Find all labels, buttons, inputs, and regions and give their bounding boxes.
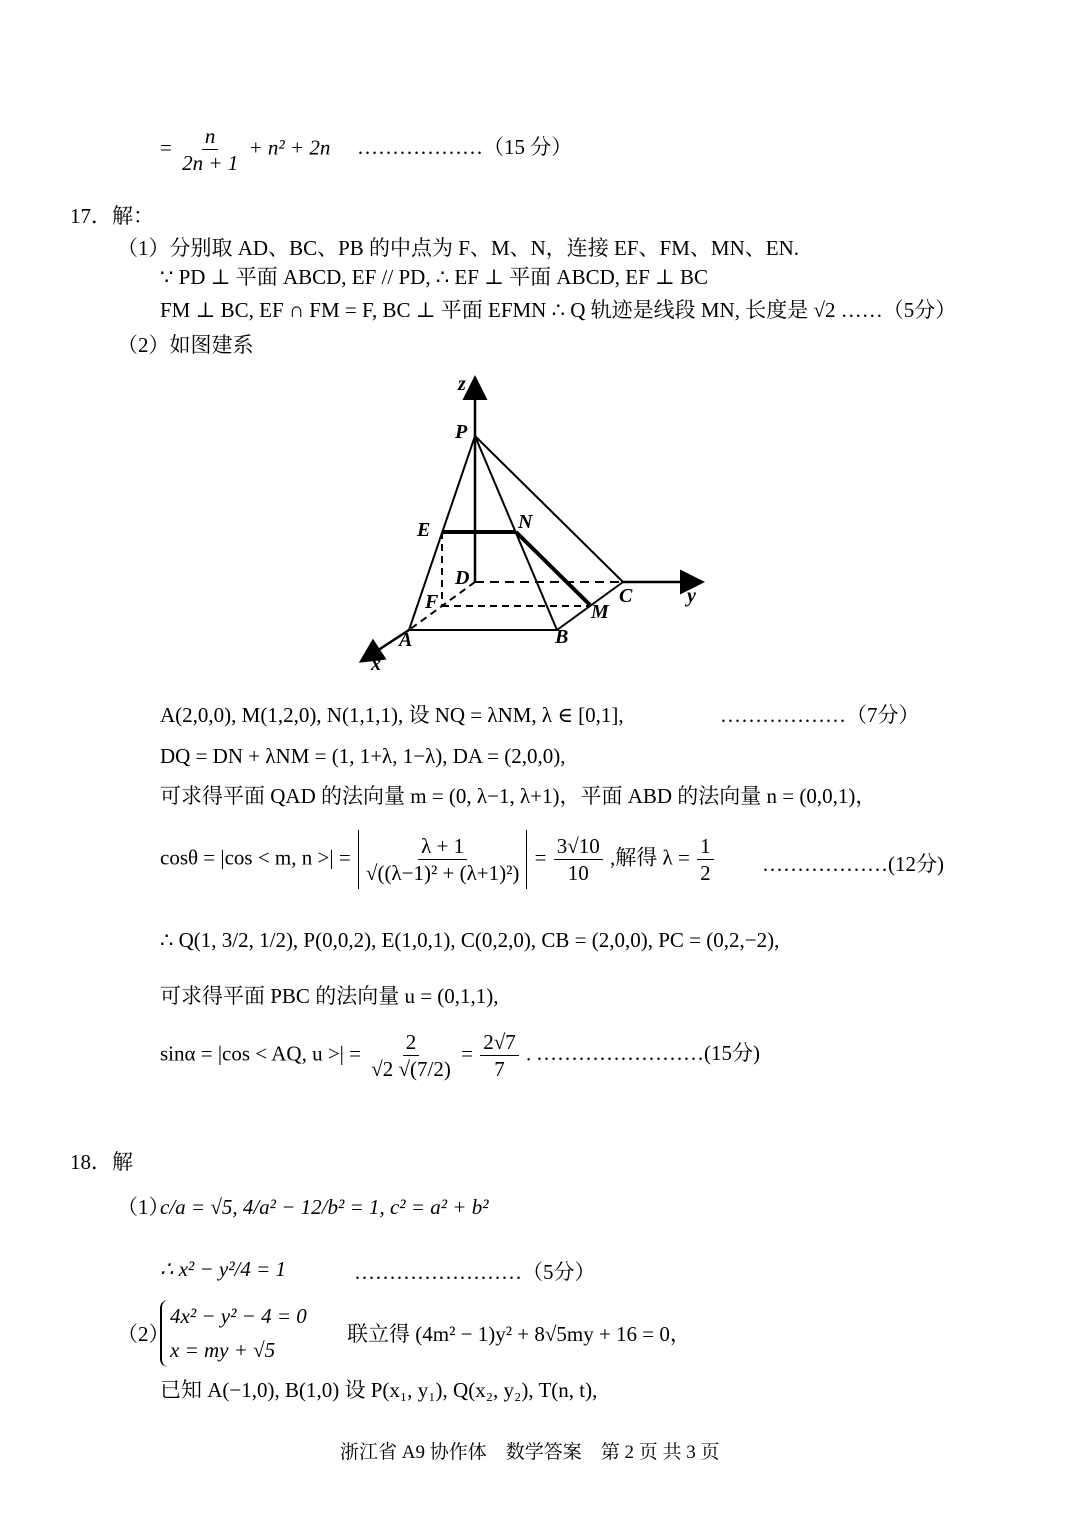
equals-sign: = [534, 845, 547, 870]
q18-combine: 联立得 (4m² − 1)y² + 8√5my + 16 = 0， [347, 1322, 691, 1346]
equals-sign: = [461, 1041, 473, 1066]
q17-part1-line1: （1）分别取 AD、BC、PB 的中点为 F、M、N，连接 EF、FM、MN、EN. [117, 236, 799, 260]
label-N: N [518, 511, 533, 533]
q17-sin-equation [160, 1030, 531, 1081]
label-y: y [687, 585, 696, 607]
fraction-denominator: 2n + 1 [182, 151, 239, 176]
period: . [525, 1041, 532, 1066]
sin-denominator: √2 √(7/2) [371, 1057, 451, 1082]
sin-result-denominator: 7 [494, 1057, 505, 1082]
q17-line4-score: ………………(12分) [762, 852, 944, 876]
label-B: B [555, 626, 569, 648]
fraction-numerator: n [202, 124, 219, 150]
q18-system [160, 1300, 307, 1367]
q18-known: 已知 A(−1,0), B(1,0) 设 P(x₁, y₁), Q(x₂, y₂), T(n, t), [160, 1378, 598, 1402]
pyramid-figure [355, 370, 715, 680]
sin-result [480, 1030, 519, 1081]
label-M: M [591, 601, 609, 623]
solve-text: ,解得 λ = [610, 845, 690, 870]
q18-heading: 18．解 [70, 1150, 133, 1174]
sin-fraction [368, 1030, 454, 1081]
sin-result-numerator: 2√7 [480, 1030, 519, 1056]
cos-result [554, 834, 603, 885]
q17-line2: DQ = DN + λNM = (1, 1+λ, 1−λ), DA = (2,0,0), [160, 744, 566, 768]
cos-result-numerator: 3√10 [554, 834, 603, 860]
cos-fraction [358, 830, 527, 889]
q17-line6: 可求得平面 PBC 的法向量 u = (0,1,1), [160, 984, 499, 1008]
q17-part1-line3: FM ⊥ BC, EF ∩ FM = F, BC ⊥ 平面 EFMN ∴ Q 轨迹是线段 MN, 长度是 √2 ……（5分） [160, 298, 957, 322]
sin-numerator: 2 [403, 1030, 420, 1056]
q18-part2-label: （2） [117, 1322, 170, 1346]
q17-line1: A(2,0,0), M(1,2,0), N(1,1,1), 设 NQ = λNM, λ ∈ [0,1], [160, 703, 624, 727]
lambda-numerator: 1 [697, 834, 714, 860]
label-z: z [458, 373, 466, 395]
sin-left: sinα = |cos < AQ, u >| = [160, 1041, 361, 1066]
system-eq2: x = my + √5 [170, 1337, 276, 1362]
cos-denominator: √((λ−1)² + (λ+1)²) [365, 861, 520, 886]
q17-line1-score: ………………（7分） [720, 703, 920, 727]
q18-part1-result: ∴ x² − y²/4 = 1 [160, 1257, 287, 1281]
header-equation [160, 124, 330, 175]
segment-NM [516, 532, 591, 606]
page-footer: 浙江省 A9 协作体 数学答案 第 2 页 共 3 页 [340, 1442, 720, 1463]
label-x: x [371, 653, 381, 675]
q17-line7-score: ……………………(15分) [536, 1041, 760, 1065]
q17-heading: 17．解： [70, 204, 154, 228]
header-score: ………………（15 分） [357, 135, 573, 159]
label-E: E [417, 519, 431, 541]
q18-part1-equation: c/a = √5, 4/a² − 12/b² = 1, c² = a² + b² [160, 1195, 489, 1219]
cos-numerator: λ + 1 [418, 834, 467, 860]
q17-part1-line2: ∵ PD ⊥ 平面 ABCD, EF // PD, ∴ EF ⊥ 平面 ABCD, EF ⊥ BC [160, 265, 709, 289]
cos-result-denominator: 10 [567, 861, 589, 886]
q17-line5: ∴ Q(1, 3/2, 1/2), P(0,0,2), E(1,0,1), C(0,2,0), CB = (2,0,0), PC = (0,2,−2), [160, 928, 780, 952]
system-eq1: 4x² − y² − 4 = 0 [170, 1304, 307, 1328]
equals-sign: = [160, 135, 172, 160]
q17-line3: 可求得平面 QAD 的法向量 m = (0, λ−1, λ+1)，平面 ABD 的法向量 n = (0,0,1)， [160, 784, 877, 808]
label-C: C [619, 585, 633, 607]
lambda-denominator: 2 [700, 861, 711, 886]
edge-PC [475, 436, 623, 582]
cos-left: cosθ = |cos < m, n >| = [160, 845, 351, 870]
label-A: A [399, 629, 413, 651]
lambda-value [697, 834, 714, 885]
label-F: F [425, 591, 439, 613]
fraction [179, 124, 241, 175]
q17-part2-heading: （2）如图建系 [117, 333, 254, 357]
equation-rest: + n² + 2n [248, 135, 331, 160]
label-P: P [455, 421, 468, 443]
q18-part1-score: ……………………（5分） [354, 1260, 596, 1284]
q18-part1-label: （1） [117, 1195, 170, 1219]
label-D: D [455, 567, 470, 589]
q17-cos-equation [160, 830, 716, 889]
